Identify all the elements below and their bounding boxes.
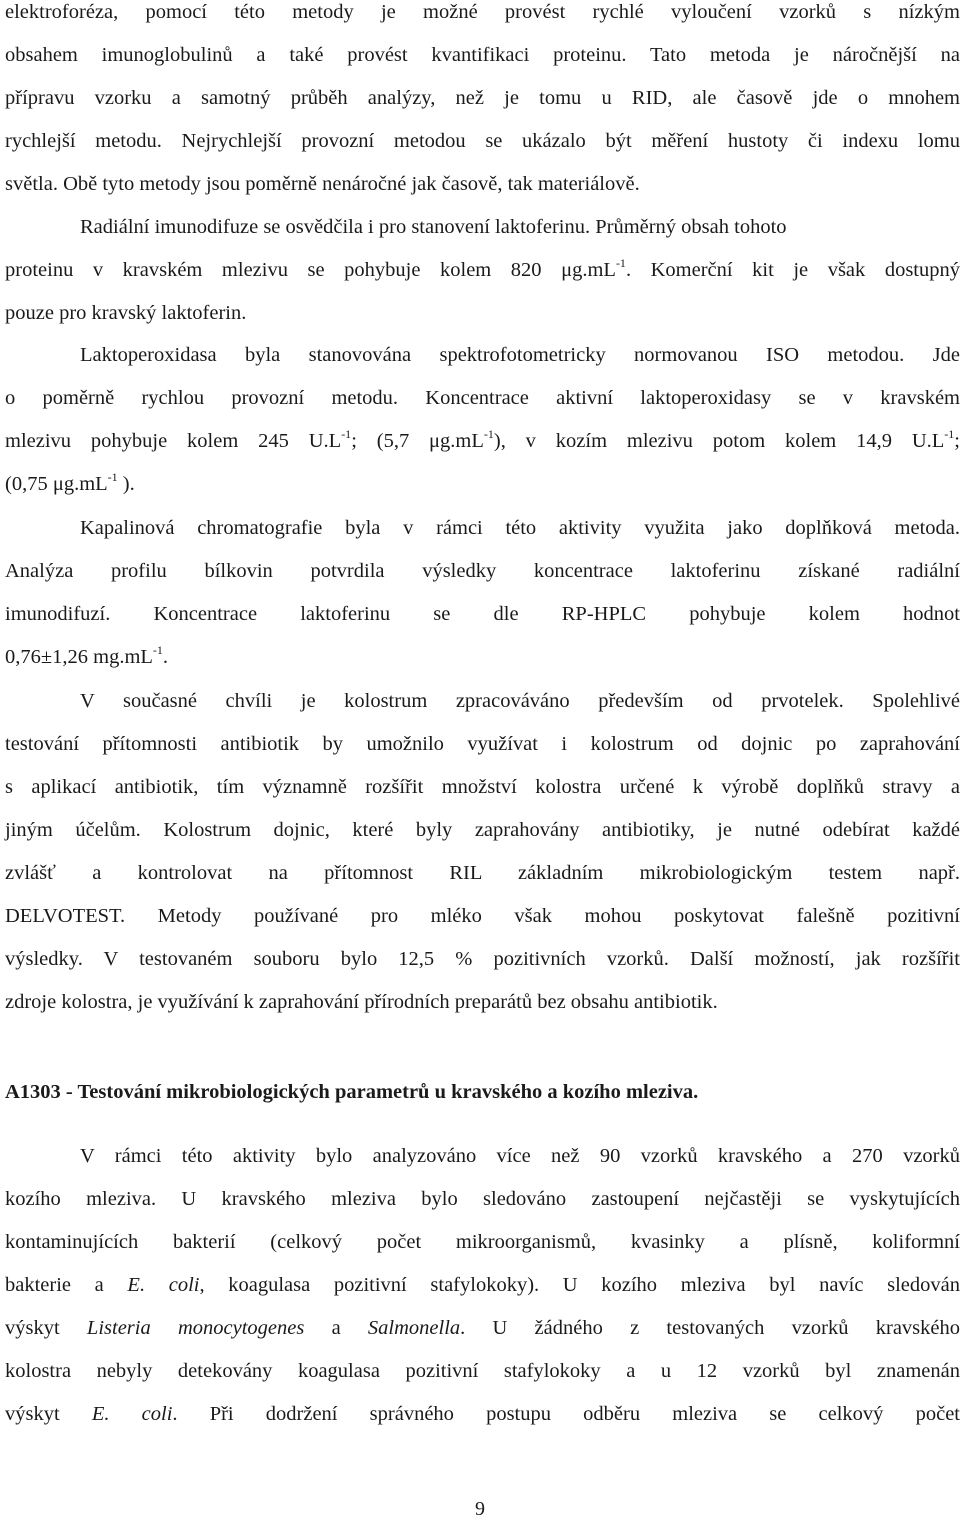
text-line: pouze pro kravský laktoferin. — [5, 302, 247, 324]
section-heading: A1303 - Testování mikrobiologických parametrů u kravského a kozího mleziva. — [5, 1081, 699, 1103]
text-line: elektroforéza, pomocí této metody je možné provést rychlé vyloučení vzorků s nízkým — [5, 1, 960, 23]
text-line: výskyt E. coli. Při dodržení správného postupu odběru mleziva se celkový počet — [5, 1403, 960, 1425]
paragraph-3 — [5, 340, 960, 512]
text-line: Radiální imunodifuze se osvědčila i pro stanovení laktoferinu. Průměrný obsah tohoto — [80, 216, 787, 238]
text-line: V rámci této aktivity bylo analyzováno více než 90 vzorků kravského a 270 vzorků — [80, 1145, 960, 1167]
text-line: Kapalinová chromatografie byla v rámci této aktivity využita jako doplňková metoda. — [80, 517, 960, 539]
page-number: 9 — [475, 1498, 485, 1520]
text-line: obsahem imunoglobulinů a také provést kvantifikaci proteinu. Tato metoda je náročnější na — [5, 44, 960, 66]
paragraph-6 — [5, 1141, 960, 1442]
text-line: V současné chvíli je kolostrum zpracováváno především od prvotelek. Spolehlivé — [80, 690, 960, 712]
text-line: Analýza profilu bílkovin potvrdila výsledky koncentrace laktoferinu získané radiální — [5, 560, 960, 582]
text-line: rychlejší metodu. Nejrychlejší provozní metodou se ukázalo být měření hustoty či indexu lomu — [5, 130, 960, 152]
text-line: Laktoperoxidasa byla stanovována spektrofotometricky normovanou ISO metodou. Jde — [80, 344, 960, 366]
text-line: DELVOTEST. Metody používané pro mléko však mohou poskytovat falešně pozitivní — [5, 905, 960, 927]
text-line: výsledky. V testovaném souboru bylo 12,5 % pozitivních vzorků. Další možností, jak rozšířit — [5, 948, 960, 970]
text-line: kolostra nebyly detekovány koagulasa pozitivní stafylokoky a u 12 vzorků byl znamenán — [5, 1360, 960, 1382]
paragraph-4 — [5, 513, 960, 685]
text-line: zdroje kolostra, je využívání k zaprahování přírodních preparátů bez obsahu antibiotik. — [5, 991, 718, 1013]
paragraph-5 — [5, 686, 960, 1030]
text-line: s aplikací antibiotik, tím významně rozšířit množství kolostra určené k výrobě doplňků stravy a — [5, 776, 960, 798]
text-line: bakterie a E. coli, koagulasa pozitivní stafylokoky). U kozího mleziva byl navíc sledován — [5, 1274, 960, 1296]
text-line: zvlášť a kontrolovat na přítomnost RIL základním mikrobiologickým testem např. — [5, 862, 960, 884]
text-line: výskyt Listeria monocytogenes a Salmonella. U žádného z testovaných vzorků kravského — [5, 1317, 960, 1339]
text-line: testování přítomnosti antibiotik by umožnilo využívat i kolostrum od dojnic po zaprahování — [5, 733, 960, 755]
paragraph-1 — [5, 0, 960, 212]
text-line: mlezivu pohybuje kolem 245 $U.L^{-1}$; (5,7 $\mu g.mL^{-1}$), v kozím mlezivu potom kolem 14,9 $U.L^{-1}$; — [5, 427, 960, 452]
text-line: jiným účelům. Kolostrum dojnic, které byly zaprahovány antibiotiky, je nutné odebírat každé — [5, 819, 960, 841]
text-line: 0,76±1,26 $mg.mL^{-1}$. — [5, 643, 169, 668]
text-line: o poměrně rychlou provozní metodu. Koncentrace aktivní laktoperoxidasy se v kravském — [5, 387, 960, 409]
text-line: imunodifuzí. Koncentrace laktoferinu se dle RP-HPLC pohybuje kolem hodnot — [5, 603, 960, 625]
text-line: přípravu vzorku a samotný průběh analýzy, než je tomu u RID, ale časově jde o mnohem — [5, 87, 960, 109]
text-line: kozího mleziva. U kravského mleziva bylo sledováno zastoupení nejčastěji se vyskytujících — [5, 1188, 960, 1210]
text-line: kontaminujících bakterií (celkový počet mikroorganismů, kvasinky a plísně, koliformní — [5, 1231, 960, 1253]
text-line: světla. Obě tyto metody jsou poměrně nenáročné jak časově, tak materiálově. — [5, 173, 640, 195]
text-line: (0,75 $\mu g.mL^{-1}$ ). — [5, 470, 135, 495]
text-line: proteinu v kravském mlezivu se pohybuje kolem 820 $\mu g.mL^{-1}$. Komerční kit je však dostupný — [5, 256, 960, 281]
paragraph-2 — [5, 212, 960, 341]
